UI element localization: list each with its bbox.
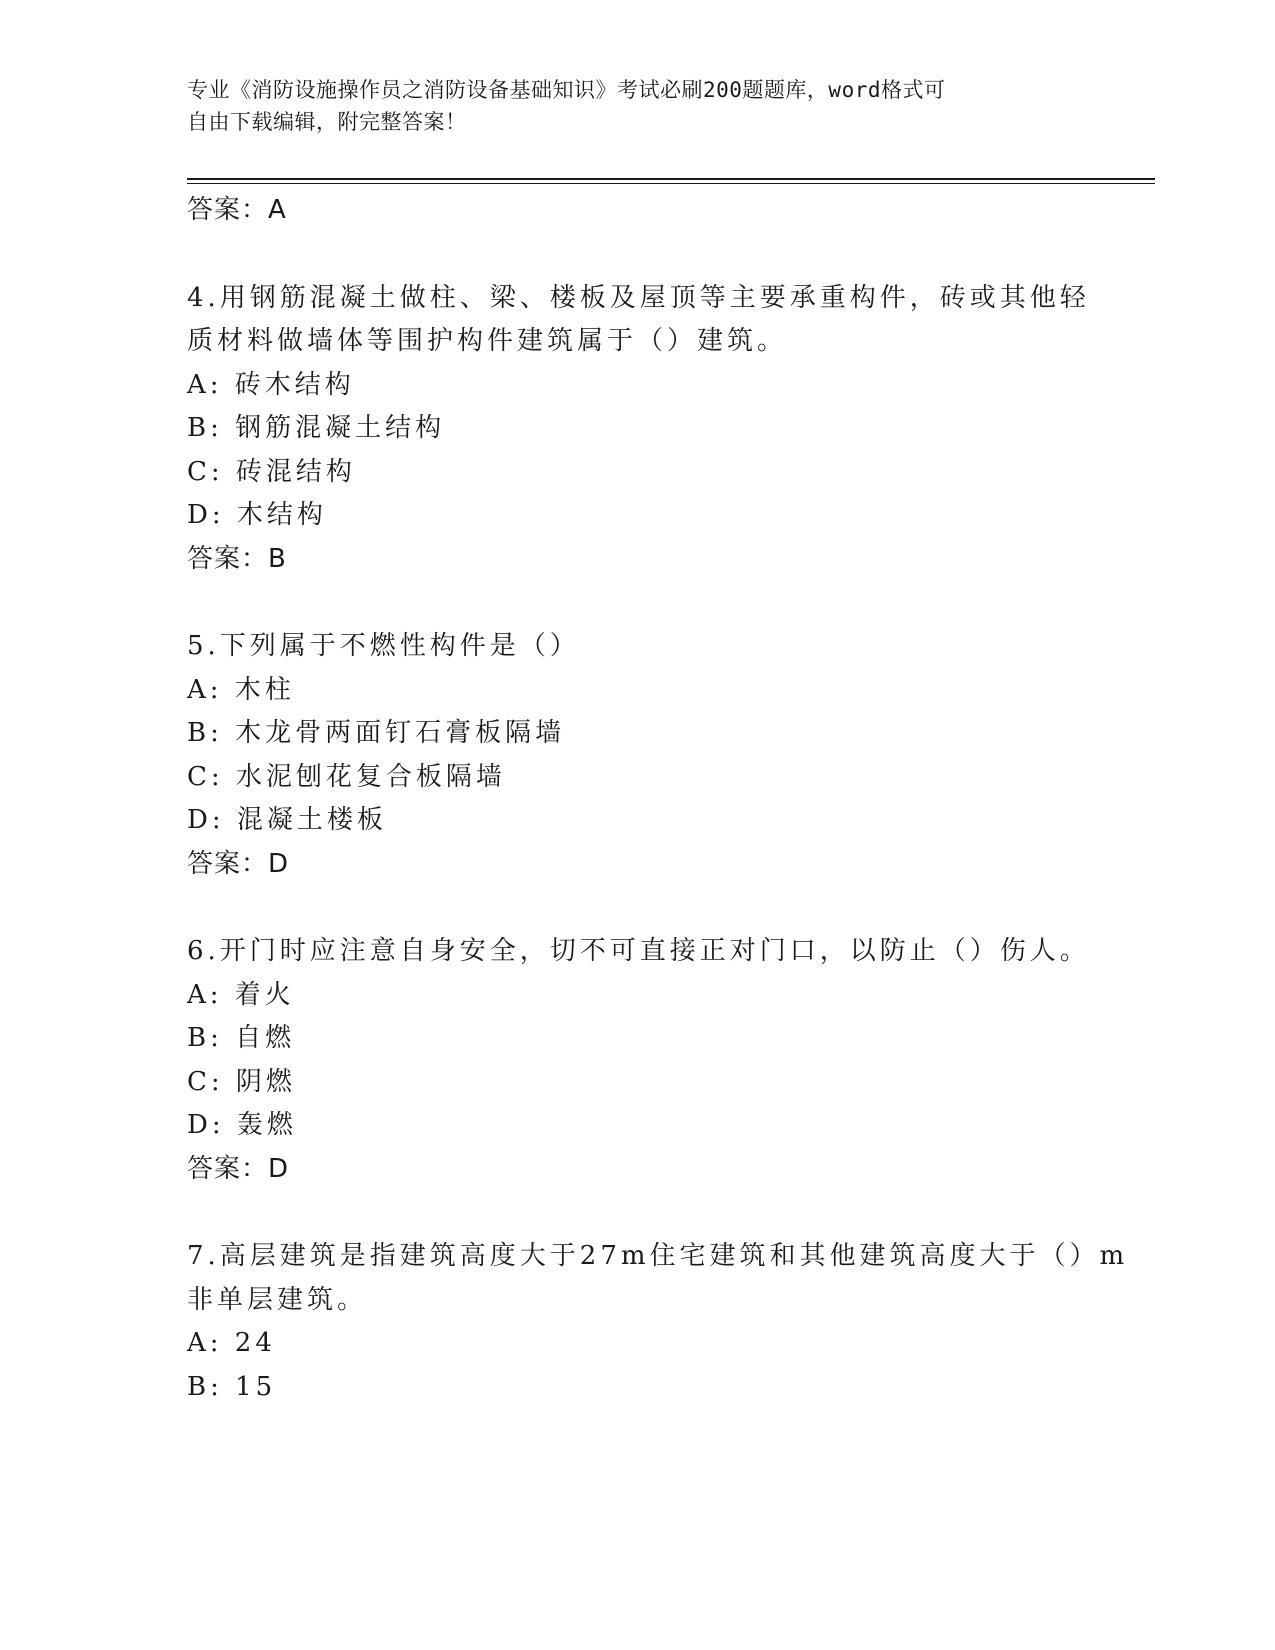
question-4-option-a: A: 砖木结构 [187, 370, 355, 400]
question-5-answer: 答案：D [187, 849, 290, 879]
question-5-option-b: B: 木龙骨两面钉石膏板隔墙 [187, 718, 566, 748]
question-5-stem-line-1: 5.下列属于不燃性构件是（） [187, 631, 580, 661]
question-4-stem-line-2: 质材料做墙体等围护构件建筑属于（）建筑。 [187, 326, 788, 356]
header-line-1: 专业《消防设施操作员之消防设备基础知识》考试必刷200题题库，word格式可 [187, 78, 946, 102]
question-4-stem-line-1: 4.用钢筋混凝土做柱、梁、楼板及屋顶等主要承重构件，砖或其他轻 [187, 283, 1090, 313]
question-4-option-d: D: 木结构 [187, 500, 327, 530]
question-7-stem-line-1: 7.高层建筑是指建筑高度大于27m住宅建筑和其他建筑高度大于（）m [187, 1241, 1129, 1271]
header-rule-thick [187, 178, 1155, 180]
page-header [187, 74, 1067, 138]
question-4-answer: 答案：B [187, 544, 287, 574]
question-4-option-b: B: 钢筋混凝土结构 [187, 413, 446, 443]
question-6-stem-line-1: 6.开门时应注意自身安全，切不可直接正对门口，以防止（）伤人。 [187, 936, 1090, 966]
question-6-option-a: A: 着火 [187, 980, 295, 1010]
question-4-option-c: C: 砖混结构 [187, 457, 356, 487]
question-6-option-c: C: 阴燃 [187, 1067, 296, 1097]
question-7-option-a: A: 24 [187, 1328, 276, 1358]
question-5-option-c: C: 水泥刨花复合板隔墙 [187, 762, 506, 792]
question-7-stem-line-2: 非单层建筑。 [187, 1285, 368, 1315]
question-6-option-b: B: 自燃 [187, 1023, 296, 1053]
header-line-2: 自由下载编辑，附完整答案！ [187, 110, 467, 134]
question-6-answer: 答案：D [187, 1154, 290, 1184]
question-6-option-d: D: 轰燃 [187, 1110, 297, 1140]
header-rule-thin [187, 183, 1155, 184]
question-5-option-a: A: 木柱 [187, 675, 295, 705]
question-7-option-b: B: 15 [187, 1372, 277, 1402]
previous-answer: 答案：A [187, 195, 287, 225]
question-5-option-d: D: 混凝土楼板 [187, 805, 387, 835]
